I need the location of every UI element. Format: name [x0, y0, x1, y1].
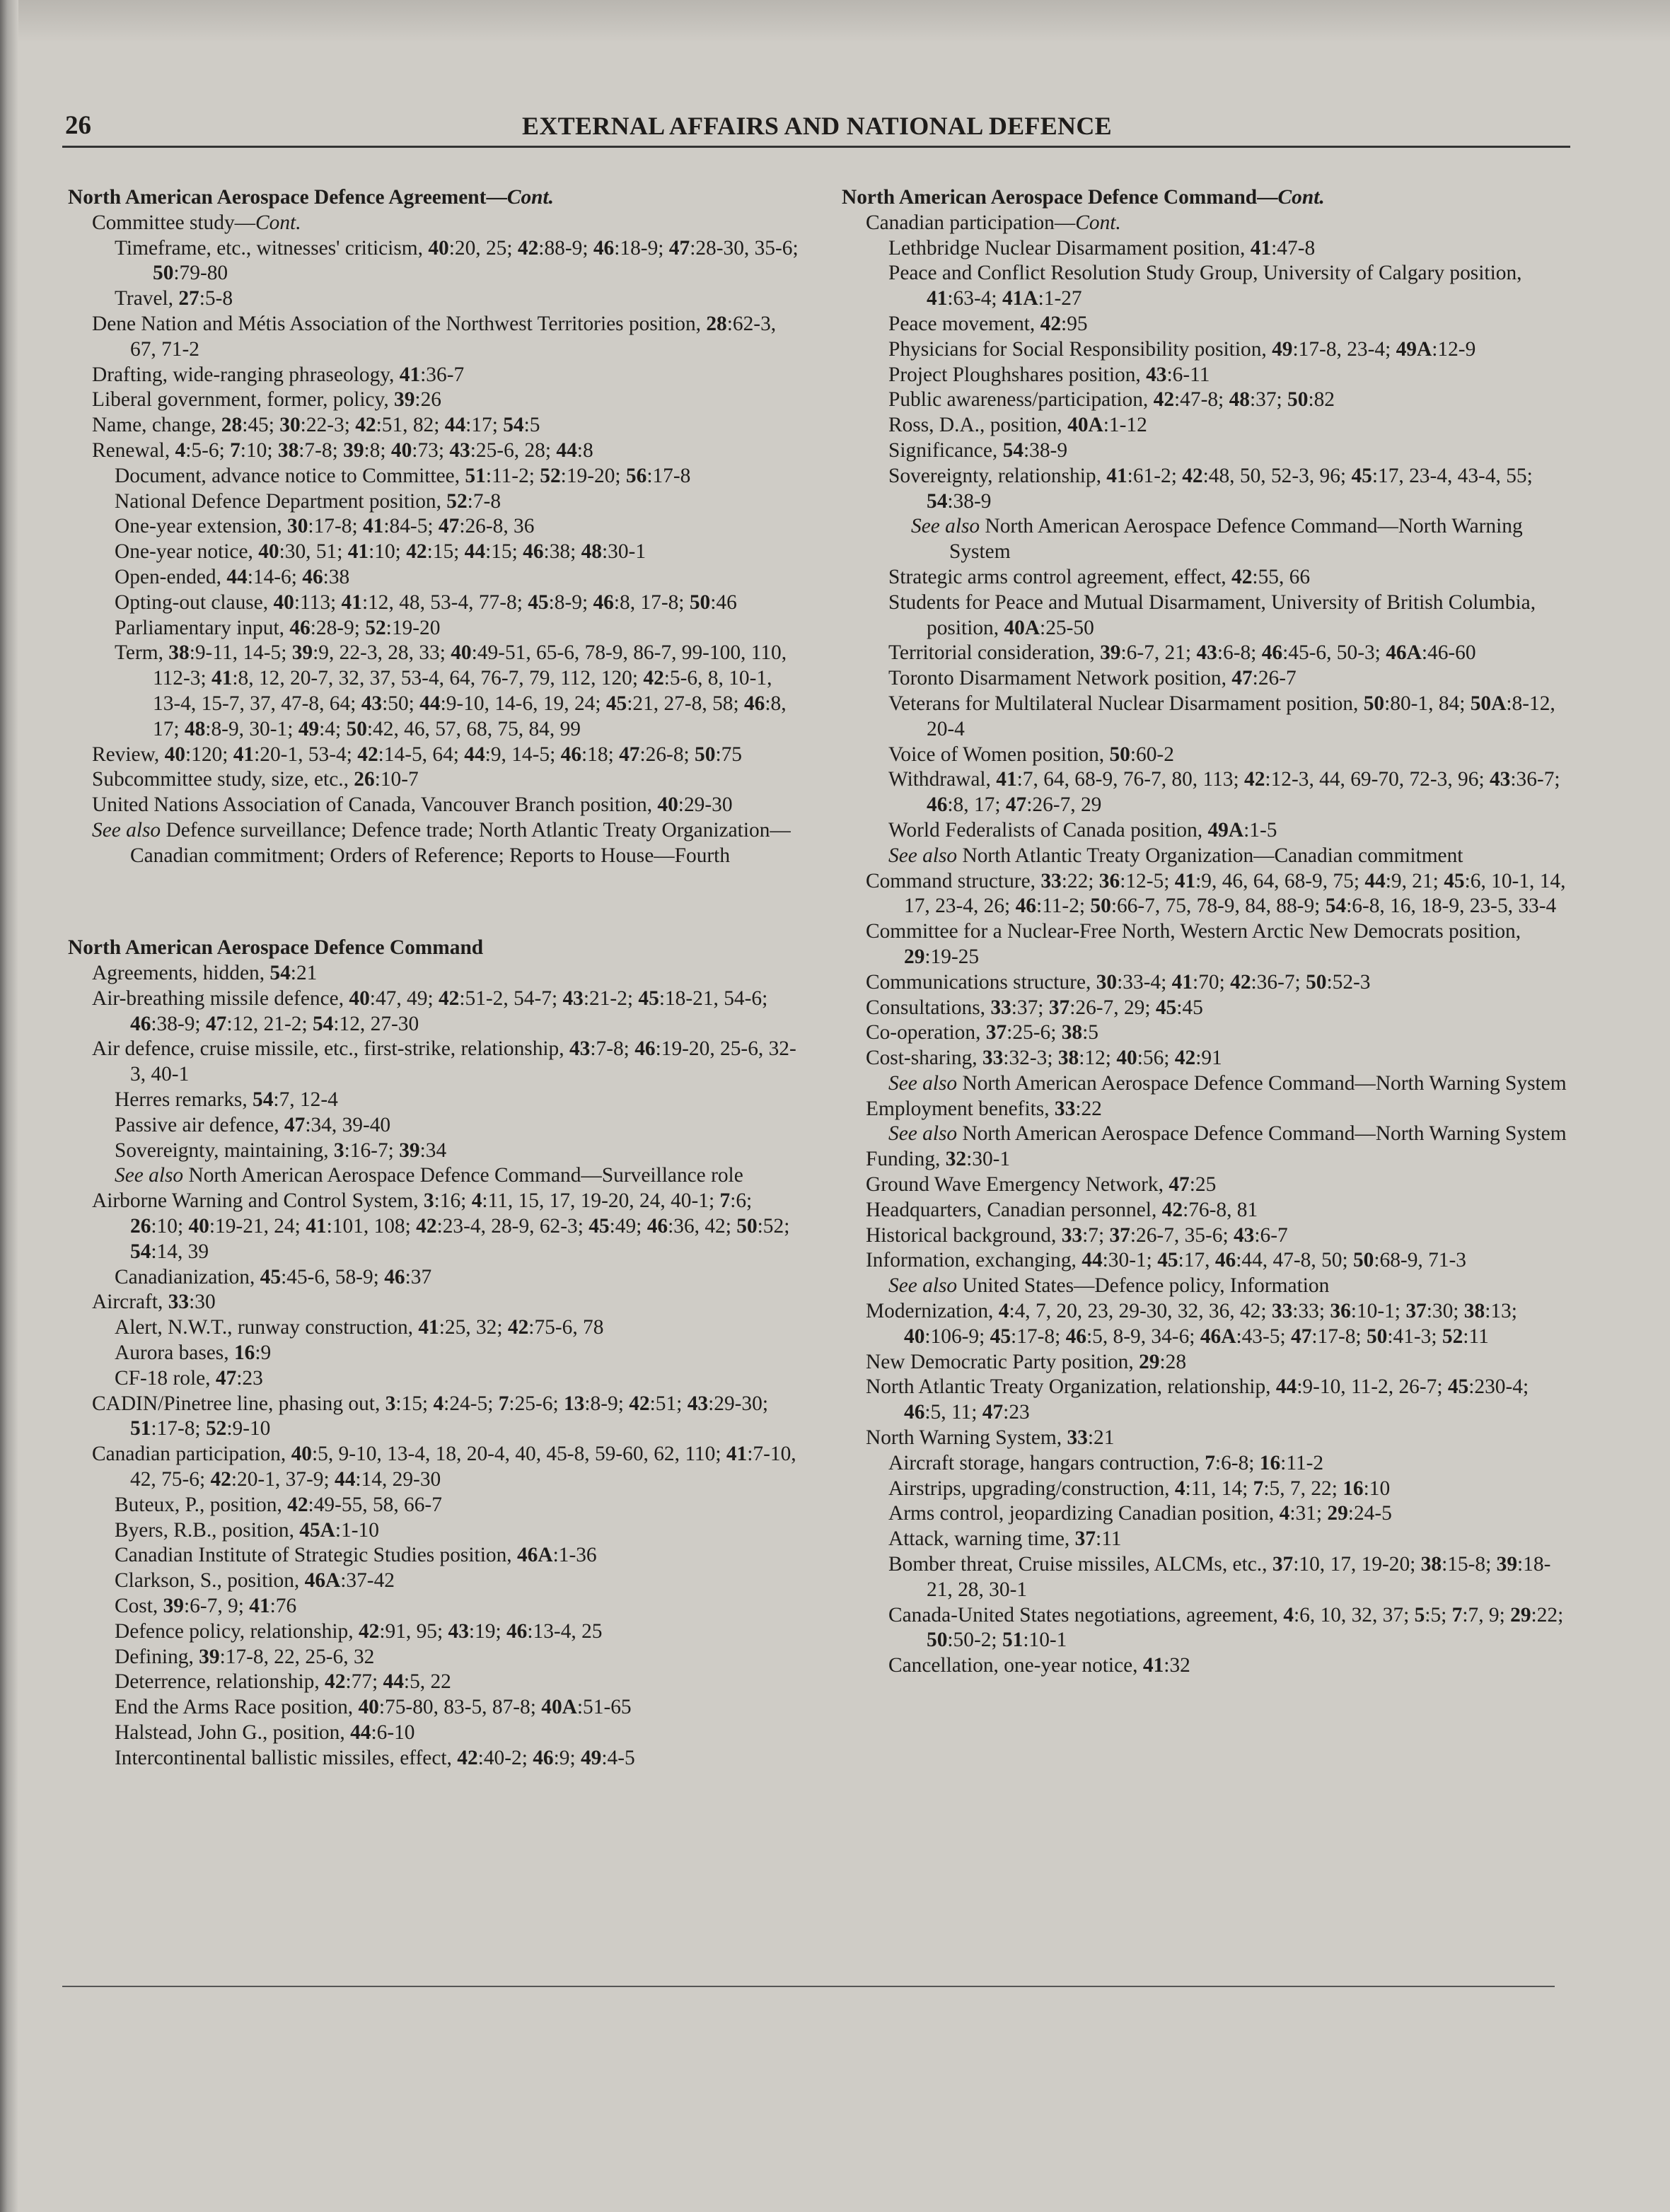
index-entry: CADIN/Pinetree line, phasing out, 3:15; 4:24-5; 7:25-6; 13:8-9; 42:51; 43:29-30; 51:17-8; 52:9-10	[92, 1392, 768, 1440]
page-number: 26	[65, 111, 91, 140]
index-entry: Communications structure, 30:33-4; 41:70; 42:36-7; 50:52-3	[866, 970, 1371, 994]
index-entry: Cost-sharing, 33:32-3; 38:12; 40:56; 42:91	[866, 1047, 1222, 1070]
index-entry: Project Ploughshares position, 43:6-11	[888, 363, 1210, 386]
index-entry: End the Arms Race position, 40:75-80, 83-5, 87-8; 40A:51-65	[115, 1696, 632, 1719]
index-entry: Aurora bases, 16:9	[115, 1341, 272, 1365]
index-entry: Dene Nation and Métis Association of the Northwest Territories position, 28:62-3, 67, 71-2	[92, 312, 777, 361]
footer-rule	[62, 1986, 1555, 1987]
index-entry: Strategic arms control agreement, effect, 42:55, 66	[888, 565, 1311, 588]
index-entry: Attack, warning time, 37:11	[888, 1527, 1122, 1551]
index-entry: Liberal government, former, policy, 39:26	[92, 388, 441, 412]
index-entry: New Democratic Party position, 29:28	[866, 1350, 1187, 1373]
index-entry: Halstead, John G., position, 44:6-10	[115, 1721, 415, 1744]
index-entry: Travel, 27:5-8	[115, 287, 233, 310]
index-entry: Peace movement, 42:95	[888, 312, 1088, 335]
index-entry: Public awareness/participation, 42:47-8; 48:37; 50:82	[888, 388, 1335, 412]
index-column-right	[842, 185, 1570, 1679]
index-entry: Funding, 32:30-1	[866, 1148, 1011, 1171]
index-entry: CF-18 role, 47:23	[115, 1366, 263, 1390]
index-entry: One-year notice, 40:30, 51; 41:10; 42:15; 44:15; 46:38; 48:30-1	[115, 540, 646, 564]
index-entry: Air-breathing missile defence, 40:47, 49; 42:51-2, 54-7; 43:21-2; 45:18-21, 54-6; 46:38-9; 47:12, 21-2; 54:12, 27-30	[92, 986, 768, 1035]
index-entry: Information, exchanging, 44:30-1; 45:17, 46:44, 47-8, 50; 50:68-9, 71-3	[866, 1249, 1466, 1272]
index-entry: Voice of Women position, 50:60-2	[888, 743, 1174, 766]
index-entry: Document, advance notice to Committee, 51:11-2; 52:19-20; 56:17-8	[115, 464, 691, 487]
index-entry: Intercontinental ballistic missiles, effect, 42:40-2; 46:9; 49:4-5	[115, 1746, 635, 1769]
index-entry: One-year extension, 30:17-8; 41:84-5; 47:26-8, 36	[115, 515, 535, 538]
index-entry: Term, 38:9-11, 14-5; 39:9, 22-3, 28, 33; 40:49-51, 65-6, 78-9, 86-7, 99-100, 110, 112-3; 41:8, 12, 20-7, 32, 37, 53-4, 64, 76-7, 79, 112, 120; 42:5-6, 8, 10-1, 13-4, 15-7, 37, 47-8, 64; 43:50; 44:9-10, 14-6, 19, 24; 45:21, 27-8, 58; 46:8, 17; 48:8-9, 30-1; 49:4; 50:42, 46, 57, 68, 75, 84, 99	[115, 641, 787, 740]
header-rule	[62, 146, 1570, 148]
index-entry: Bomber threat, Cruise missiles, ALCMs, etc., 37:10, 17, 19-20; 38:15-8; 39:18-21, 28, 30-1	[888, 1553, 1551, 1601]
index-entry: Defining, 39:17-8, 22, 25-6, 32	[115, 1645, 375, 1668]
index-entry: Herres remarks, 54:7, 12-4	[115, 1088, 338, 1112]
index-entry: See also United States—Defence policy, Information	[888, 1274, 1330, 1298]
index-entry: Clarkson, S., position, 46A:37-42	[115, 1569, 395, 1593]
index-entry: Cancellation, one-year notice, 41:32	[888, 1654, 1190, 1677]
index-entry: Arms control, jeopardizing Canadian position, 4:31; 29:24-5	[888, 1502, 1392, 1525]
index-entry: Committee for a Nuclear-Free North, Western Arctic New Democrats position, 29:19-25	[866, 920, 1521, 968]
index-entry: Alert, N.W.T., runway construction, 41:25, 32; 42:75-6, 78	[115, 1316, 604, 1339]
index-entry: Significance, 54:38-9	[888, 438, 1068, 462]
index-entry: Parliamentary input, 46:28-9; 52:19-20	[115, 616, 441, 639]
index-entry: Deterrence, relationship, 42:77; 44:5, 22	[115, 1670, 451, 1694]
index-entry: Territorial consideration, 39:6-7, 21; 43:6-8; 46:45-6, 50-3; 46A:46-60	[888, 641, 1476, 665]
index-entry: Air defence, cruise missile, etc., first-strike, relationship, 43:7-8; 46:19-20, 25-6, 32-3, 40-1	[92, 1037, 796, 1086]
index-entry: Buteux, P., position, 42:49-55, 58, 66-7	[115, 1493, 442, 1516]
index-entry: Renewal, 4:5-6; 7:10; 38:7-8; 39:8; 40:73; 43:25-6, 28; 44:8	[92, 438, 593, 462]
index-entry: Canadian participation, 40:5, 9-10, 13-4, 18, 20-4, 40, 45-8, 59-60, 62, 110; 41:7-10, 42, 75-6; 42:20-1, 37-9; 44:14, 29-30	[92, 1443, 796, 1491]
index-entry: Consultations, 33:37; 37:26-7, 29; 45:45	[866, 996, 1203, 1019]
index-entry: Ross, D.A., position, 40A:1-12	[888, 414, 1147, 437]
index-entry: Name, change, 28:45; 30:22-3; 42:51, 82; 44:17; 54:5	[92, 414, 540, 437]
index-entry: Veterans for Multilateral Nuclear Disarmament position, 50:80-1, 84; 50A:8-12, 20-4	[888, 692, 1555, 740]
index-entry: North Atlantic Treaty Organization, relationship, 44:9-10, 11-2, 26-7; 45:230-4; 46:5, 11; 47:23	[866, 1375, 1529, 1424]
index-entry: Canadian participation—Cont.	[866, 211, 1121, 234]
running-head: EXTERNAL AFFAIRS AND NATIONAL DEFENCE	[522, 112, 1112, 140]
index-entry: Historical background, 33:7; 37:26-7, 35-6; 43:6-7	[866, 1223, 1288, 1247]
index-entry: Canadianization, 45:45-6, 58-9; 46:37	[115, 1265, 432, 1288]
index-entry: See also North American Aerospace Defence Command—North Warning System	[911, 515, 1523, 564]
index-entry: Modernization, 4:4, 7, 20, 23, 29-30, 32, 36, 42; 33:33; 36:10-1; 37:30; 38:13; 40:106-9; 45:17-8; 46:5, 8-9, 34-6; 46A:43-5; 47:17-8; 50:41-3; 52:11	[866, 1300, 1517, 1348]
index-entry: Withdrawal, 41:7, 64, 68-9, 76-7, 80, 113; 42:12-3, 44, 69-70, 72-3, 96; 43:36-7; 46:8, 17; 47:26-7, 29	[888, 768, 1560, 817]
index-entry: Students for Peace and Mutual Disarmament, University of British Columbia, position, 40A:25-50	[888, 590, 1536, 639]
page-header	[65, 106, 1569, 146]
index-entry: Airborne Warning and Control System, 3:16; 4:11, 15, 17, 19-20, 24, 40-1; 7:6; 26:10; 40:19-21, 24; 41:101, 108; 42:23-4, 28-9, 62-3; 45:49; 46:36, 42; 50:52; 54:14, 39	[92, 1189, 790, 1263]
index-entry: See also Defence surveillance; Defence trade; North Atlantic Treaty Organization—Canadian commitment; Orders of Reference; Reports to House—Fourth	[92, 818, 791, 867]
index-column-left	[68, 185, 804, 1771]
index-entry: Canadian Institute of Strategic Studies position, 46A:1-36	[115, 1544, 597, 1567]
index-entry: Peace and Conflict Resolution Study Group, University of Calgary position, 41:63-4; 41A:1-27	[888, 262, 1522, 310]
index-entry: Opting-out clause, 40:113; 41:12, 48, 53-4, 77-8; 45:8-9; 46:8, 17-8; 50:46	[115, 590, 737, 614]
index-entry: Aircraft, 33:30	[92, 1291, 216, 1314]
index-entry: Toronto Disarmament Network position, 47:26-7	[888, 667, 1297, 690]
index-entry: World Federalists of Canada position, 49A:1-5	[888, 818, 1277, 842]
page-shadow-top	[0, 0, 1670, 42]
index-entry: Cost, 39:6-7, 9; 41:76	[115, 1595, 297, 1618]
index-entry: See also North American Aerospace Defence Command—North Warning System	[888, 1071, 1567, 1095]
index-entry: Review, 40:120; 41:20-1, 53-4; 42:14-5, 64; 44:9, 14-5; 46:18; 47:26-8; 50:75	[92, 743, 742, 766]
index-entry: Agreements, hidden, 54:21	[92, 962, 318, 985]
index-entry: North Warning System, 33:21	[866, 1426, 1115, 1450]
index-entry: Open-ended, 44:14-6; 46:38	[115, 565, 350, 588]
index-entry: Timeframe, etc., witnesses' criticism, 40:20, 25; 42:88-9; 46:18-9; 47:28-30, 35-6; 50:79-80	[115, 236, 799, 285]
index-entry: Subcommittee study, size, etc., 26:10-7	[92, 768, 419, 791]
index-entry: National Defence Department position, 52:7-8	[115, 489, 501, 513]
index-entry: Committee study—Cont.	[92, 211, 301, 234]
index-entry: Passive air defence, 47:34, 39-40	[115, 1113, 391, 1136]
index-entry: Headquarters, Canadian personnel, 42:76-8, 81	[866, 1198, 1258, 1221]
index-entry: Employment benefits, 33:22	[866, 1097, 1102, 1120]
index-entry: Lethbridge Nuclear Disarmament position, 41:47-8	[888, 236, 1316, 260]
index-entry: Physicians for Social Responsibility position, 49:17-8, 23-4; 49A:12-9	[888, 337, 1476, 361]
index-entry: Sovereignty, relationship, 41:61-2; 42:48, 50, 52-3, 96; 45:17, 23-4, 43-4, 55; 54:38-9	[888, 464, 1533, 513]
index-entry: Airstrips, upgrading/construction, 4:11, 14; 7:5, 7, 22; 16:10	[888, 1477, 1391, 1500]
index-entry: See also North American Aerospace Defence Command—Surveillance role	[115, 1164, 743, 1187]
section-gap	[68, 890, 804, 915]
index-entry: Command structure, 33:22; 36:12-5; 41:9, 46, 64, 68-9, 75; 44:9, 21; 45:6, 10-1, 14, 17, 23-4, 26; 46:11-2; 50:66-7, 75, 78-9, 84, 88-9; 54:6-8, 16, 18-9, 23-5, 33-4	[866, 869, 1566, 918]
index-entry: Aircraft storage, hangars contruction, 7:6-8; 16:11-2	[888, 1451, 1324, 1474]
index-entry: Canada-United States negotiations, agreement, 4:6, 10, 32, 37; 5:5; 7:7, 9; 29:22; 50:50-2; 51:10-1	[888, 1603, 1564, 1652]
index-entry: Drafting, wide-ranging phraseology, 41:36-7	[92, 363, 465, 386]
index-heading: North American Aerospace Defence Agreement—Cont.	[68, 186, 555, 209]
index-entry: Byers, R.B., position, 45A:1-10	[115, 1518, 379, 1542]
index-entry: Ground Wave Emergency Network, 47:25	[866, 1173, 1217, 1197]
index-heading: North American Aerospace Defence Command—Cont.	[842, 186, 1325, 209]
index-entry: United Nations Association of Canada, Vancouver Branch position, 40:29-30	[92, 793, 733, 817]
index-entry: See also North Atlantic Treaty Organization—Canadian commitment	[888, 844, 1463, 867]
index-entry: Sovereignty, maintaining, 3:16-7; 39:34	[115, 1139, 447, 1162]
index-heading: North American Aerospace Defence Command	[68, 936, 484, 960]
index-entry: Co-operation, 37:25-6; 38:5	[866, 1021, 1098, 1044]
index-entry: Defence policy, relationship, 42:91, 95; 43:19; 46:13-4, 25	[115, 1619, 603, 1643]
index-entry: See also North American Aerospace Defence Command—North Warning System	[888, 1122, 1567, 1146]
page-binding-edge	[0, 0, 18, 2212]
